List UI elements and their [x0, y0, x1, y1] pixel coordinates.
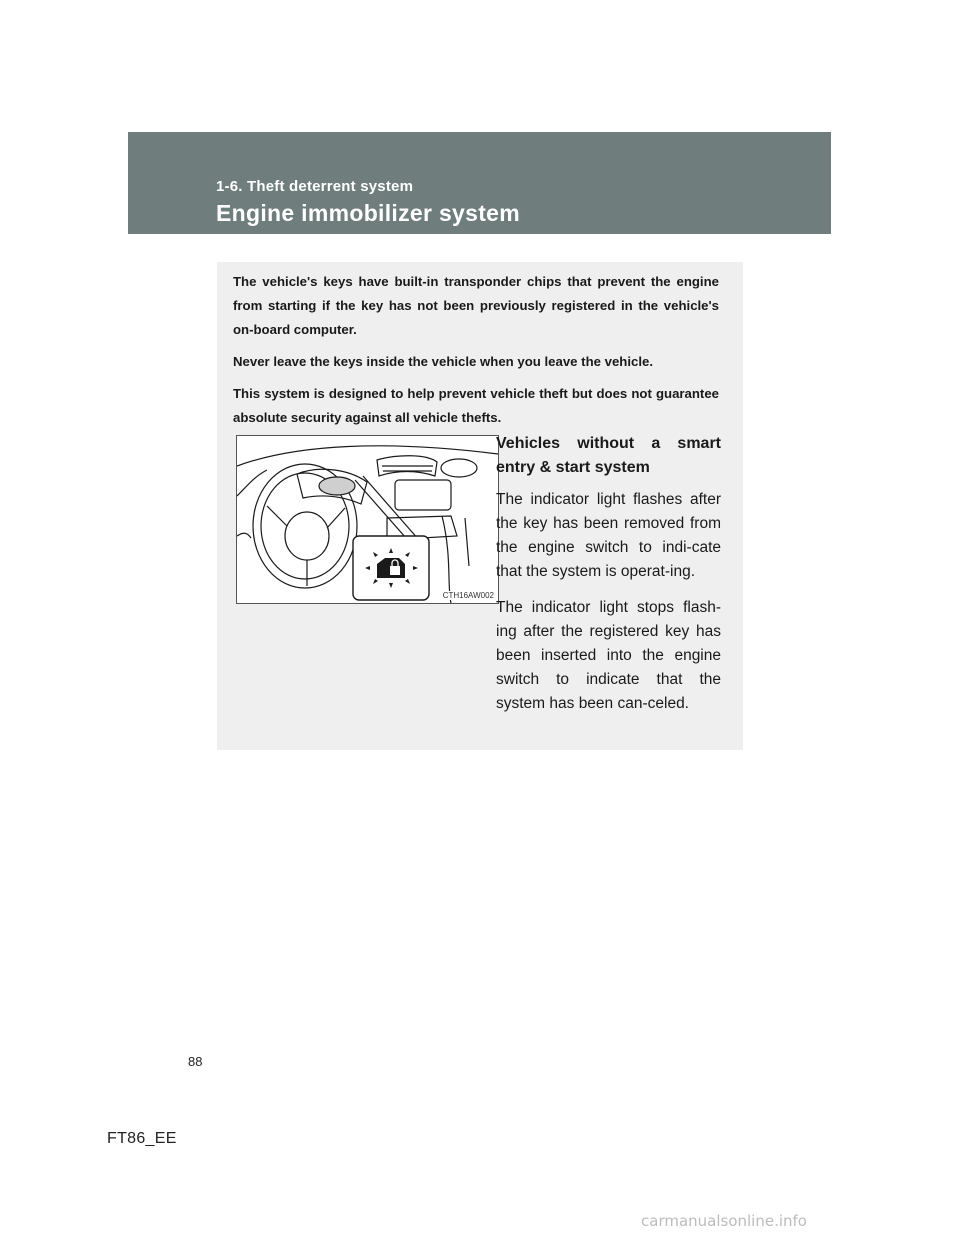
section-paragraph-flash: The indicator light flashes after the key has been removed from the engine switch to indi-cate that the system is operat-ing. [496, 491, 721, 580]
page-title: Engine immobilizer system [216, 200, 521, 226]
content-box [217, 262, 743, 750]
intro-paragraph-disclaimer: This system is designed to help prevent vehicle theft but does not guarantee absolute security against all vehicle thefts. [233, 386, 719, 425]
intro-paragraph-transponder: The vehicle's keys have built-in transponder chips that prevent the engine from starting if the key has not been previously registered in the vehicle's on-board computer. [233, 274, 719, 337]
page-number: 88 [188, 1054, 203, 1069]
dashboard-illustration [236, 435, 499, 604]
side-text [496, 432, 721, 728]
section-heading: Vehicles without a smart entry & start system [496, 435, 721, 476]
document-code: FT86_EE [107, 1130, 177, 1147]
figure-code: CTH16AW002 [442, 591, 494, 600]
intro-paragraph-warning: Never leave the keys inside the vehicle when you leave the vehicle. [233, 354, 654, 369]
watermark: carmanualsonline.info [641, 1212, 807, 1230]
header-band [128, 132, 831, 234]
section-label: 1-6. Theft deterrent system [216, 178, 414, 195]
dashboard-drawing [237, 436, 498, 603]
intro-text [233, 270, 719, 438]
section-paragraph-stop: The indicator light stops flash-ing after the registered key has been inserted into the engine switch to indicate that the system has been can-celed. [496, 599, 721, 712]
